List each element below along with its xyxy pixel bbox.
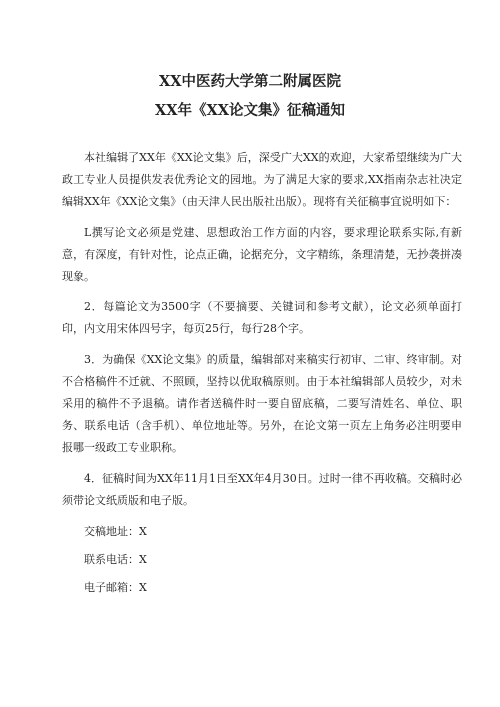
hospital-name: XX中医药大学第二附属医院 <box>159 73 341 90</box>
requirement-2-paragraph: 2．每篇论文为3500字（不要摘要、关键词和参考文献），论文必须单面打印，内文用宋体四号字，每页25行，每行28个字。 <box>62 300 462 336</box>
contact-email: 电子邮箱：X <box>84 581 147 595</box>
intro-paragraph: 本社编辑了XX年《XX论文集》后，深受广大XX的欢迎，大家希望继续为广大政工专业人员提供发表优秀论文的园地。为了满足大家的要求,XX指南杂志社决定编辑XX年《XX论文集》（由天津人民出版社出版）。现将有关征稿事宜说明如下： <box>62 151 462 209</box>
notice-body <box>62 147 462 602</box>
contact-phone: 联系电话：X <box>84 553 147 567</box>
requirement-1-paragraph: L撰写论文必须是党建、思想政治工作方面的内容，要求理论联系实际,有新意，有深度，有针对性，论点正确，论据充分，文字精练，条理清楚，无抄袭拼凑现象。 <box>62 225 462 284</box>
requirement-3-paragraph: 3．为确保《XX论文集》的质量，编辑部对来稿实行初审、二审、终审制。对不合格稿件不迁就、不照顾，坚持以优取稿原则。由于本社编辑部人员较少，对未采用的稿件不予退稿。请作者送稿件时一要自留底稿，二要写清姓名、单位、职务、联系电话（含手机）、单位地址等。另外，在论文第一页左上角务必注明要申报哪一级政工专业职称。 <box>62 352 462 455</box>
notice-title: XX年《XX论文集》征稿通知 <box>154 102 345 119</box>
submission-address: 交稿地址：X <box>84 525 147 539</box>
requirement-4-paragraph: 4．征稿时间为XX年11月1日至XX年4月30日。过时一律不再收稿。交稿时必须带论文纸质版和电子版。 <box>62 471 462 507</box>
